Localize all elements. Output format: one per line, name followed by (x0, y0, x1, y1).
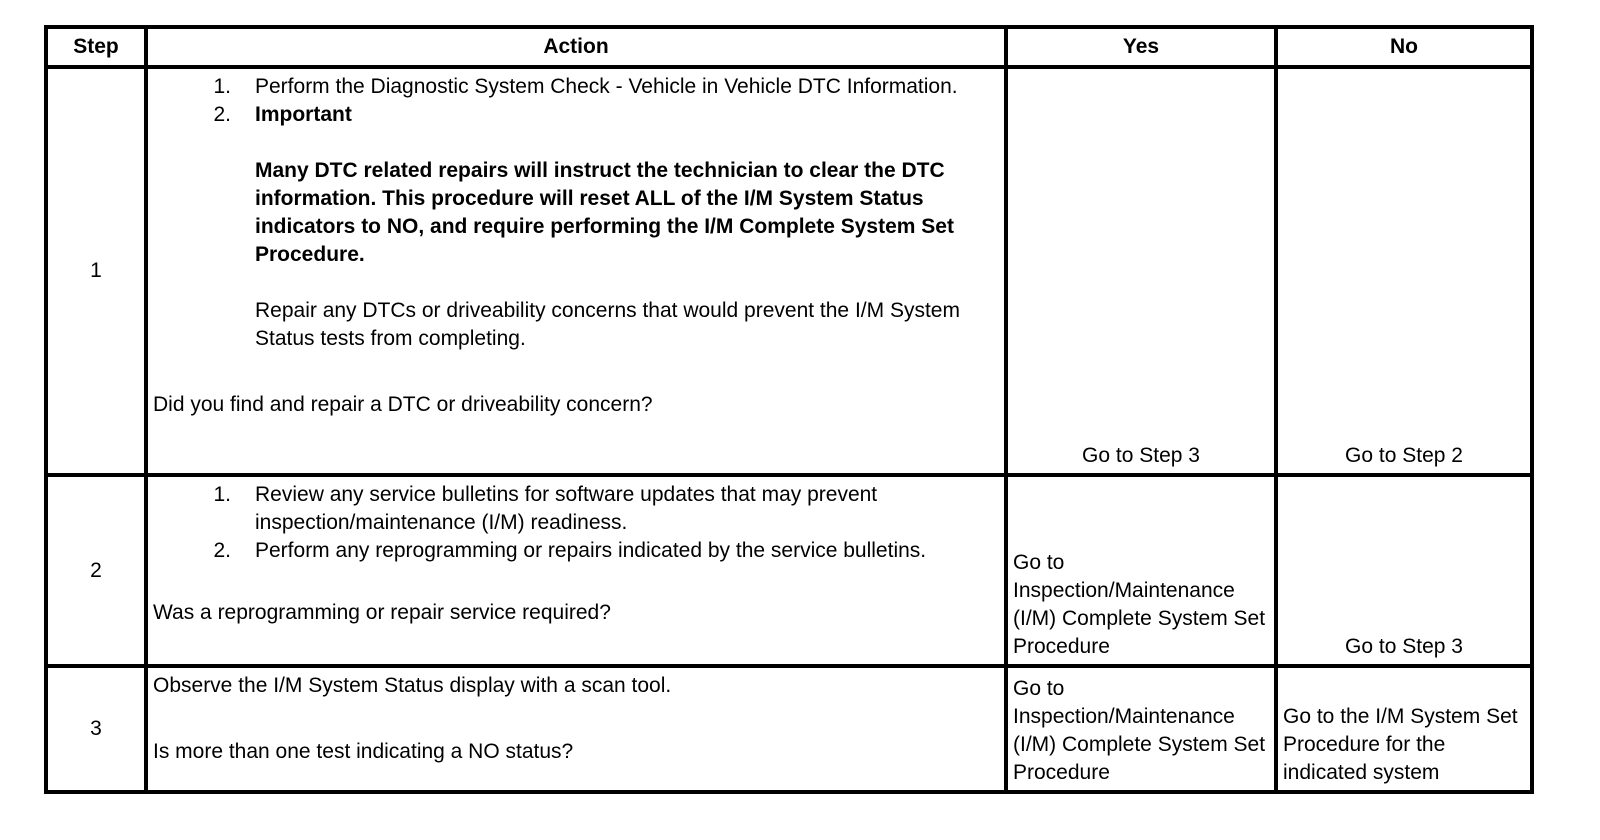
question-text: Was a reprogramming or repair service required? (153, 601, 611, 624)
list-item (153, 537, 1000, 565)
yes-cell: Go to Step 3 (1006, 67, 1276, 475)
repair-note: Repair any DTCs or driveability concerns that would prevent the I/M System Status tests from completing. (255, 299, 960, 350)
action-cell (146, 67, 1006, 475)
list-text: Perform the Diagnostic System Check - Vehicle in Vehicle DTC Information. (255, 75, 958, 98)
list-text: Review any service bulletins for software updates that may prevent inspection/maintenance (I/M) readiness. (255, 483, 878, 534)
list-item (153, 73, 1000, 101)
question-text: Is more than one test indicating a NO status? (153, 740, 574, 763)
no-cell: Go to Step 3 (1276, 475, 1532, 666)
action-list (153, 481, 1000, 565)
list-number: 2. (213, 539, 231, 562)
step-number: 2 (46, 475, 146, 666)
action-cell (146, 475, 1006, 666)
important-note: Many DTC related repairs will instruct the technician to clear the DTC information. This procedure will reset ALL of the I/M System Status indicators to NO, and require performing the I/M Complete System Set Procedure. (255, 159, 954, 266)
list-text: Perform any reprogramming or repairs indicated by the service bulletins. (255, 539, 927, 562)
header-no: No (1276, 27, 1532, 67)
header-action: Action (146, 27, 1006, 67)
no-cell: Go to Step 2 (1276, 67, 1532, 475)
header-yes: Yes (1006, 27, 1276, 67)
no-cell: Go to the I/M System Set Procedure for the indicated system (1276, 666, 1532, 792)
step-number: 3 (46, 666, 146, 792)
list-number: 1. (213, 75, 231, 98)
yes-cell: Go to Inspection/Maintenance (I/M) Complete System Set Procedure (1006, 666, 1276, 792)
action-cell (146, 666, 1006, 792)
instruction-text: Observe the I/M System Status display with a scan tool. (153, 674, 672, 697)
list-item (153, 101, 1000, 353)
action-list (153, 73, 1000, 353)
header-step: Step (46, 27, 146, 67)
list-number: 1. (213, 483, 231, 506)
table-row (46, 67, 1532, 475)
header-row (46, 27, 1532, 67)
yes-cell: Go to Inspection/Maintenance (I/M) Complete System Set Procedure (1006, 475, 1276, 666)
table-row (46, 475, 1532, 666)
diagnostic-table (44, 25, 1534, 794)
step-number: 1 (46, 67, 146, 475)
list-item (153, 481, 1000, 537)
table-row (46, 666, 1532, 792)
important-label: Important (255, 103, 352, 126)
question-text: Did you find and repair a DTC or driveability concern? (153, 393, 653, 416)
list-number: 2. (213, 103, 231, 126)
